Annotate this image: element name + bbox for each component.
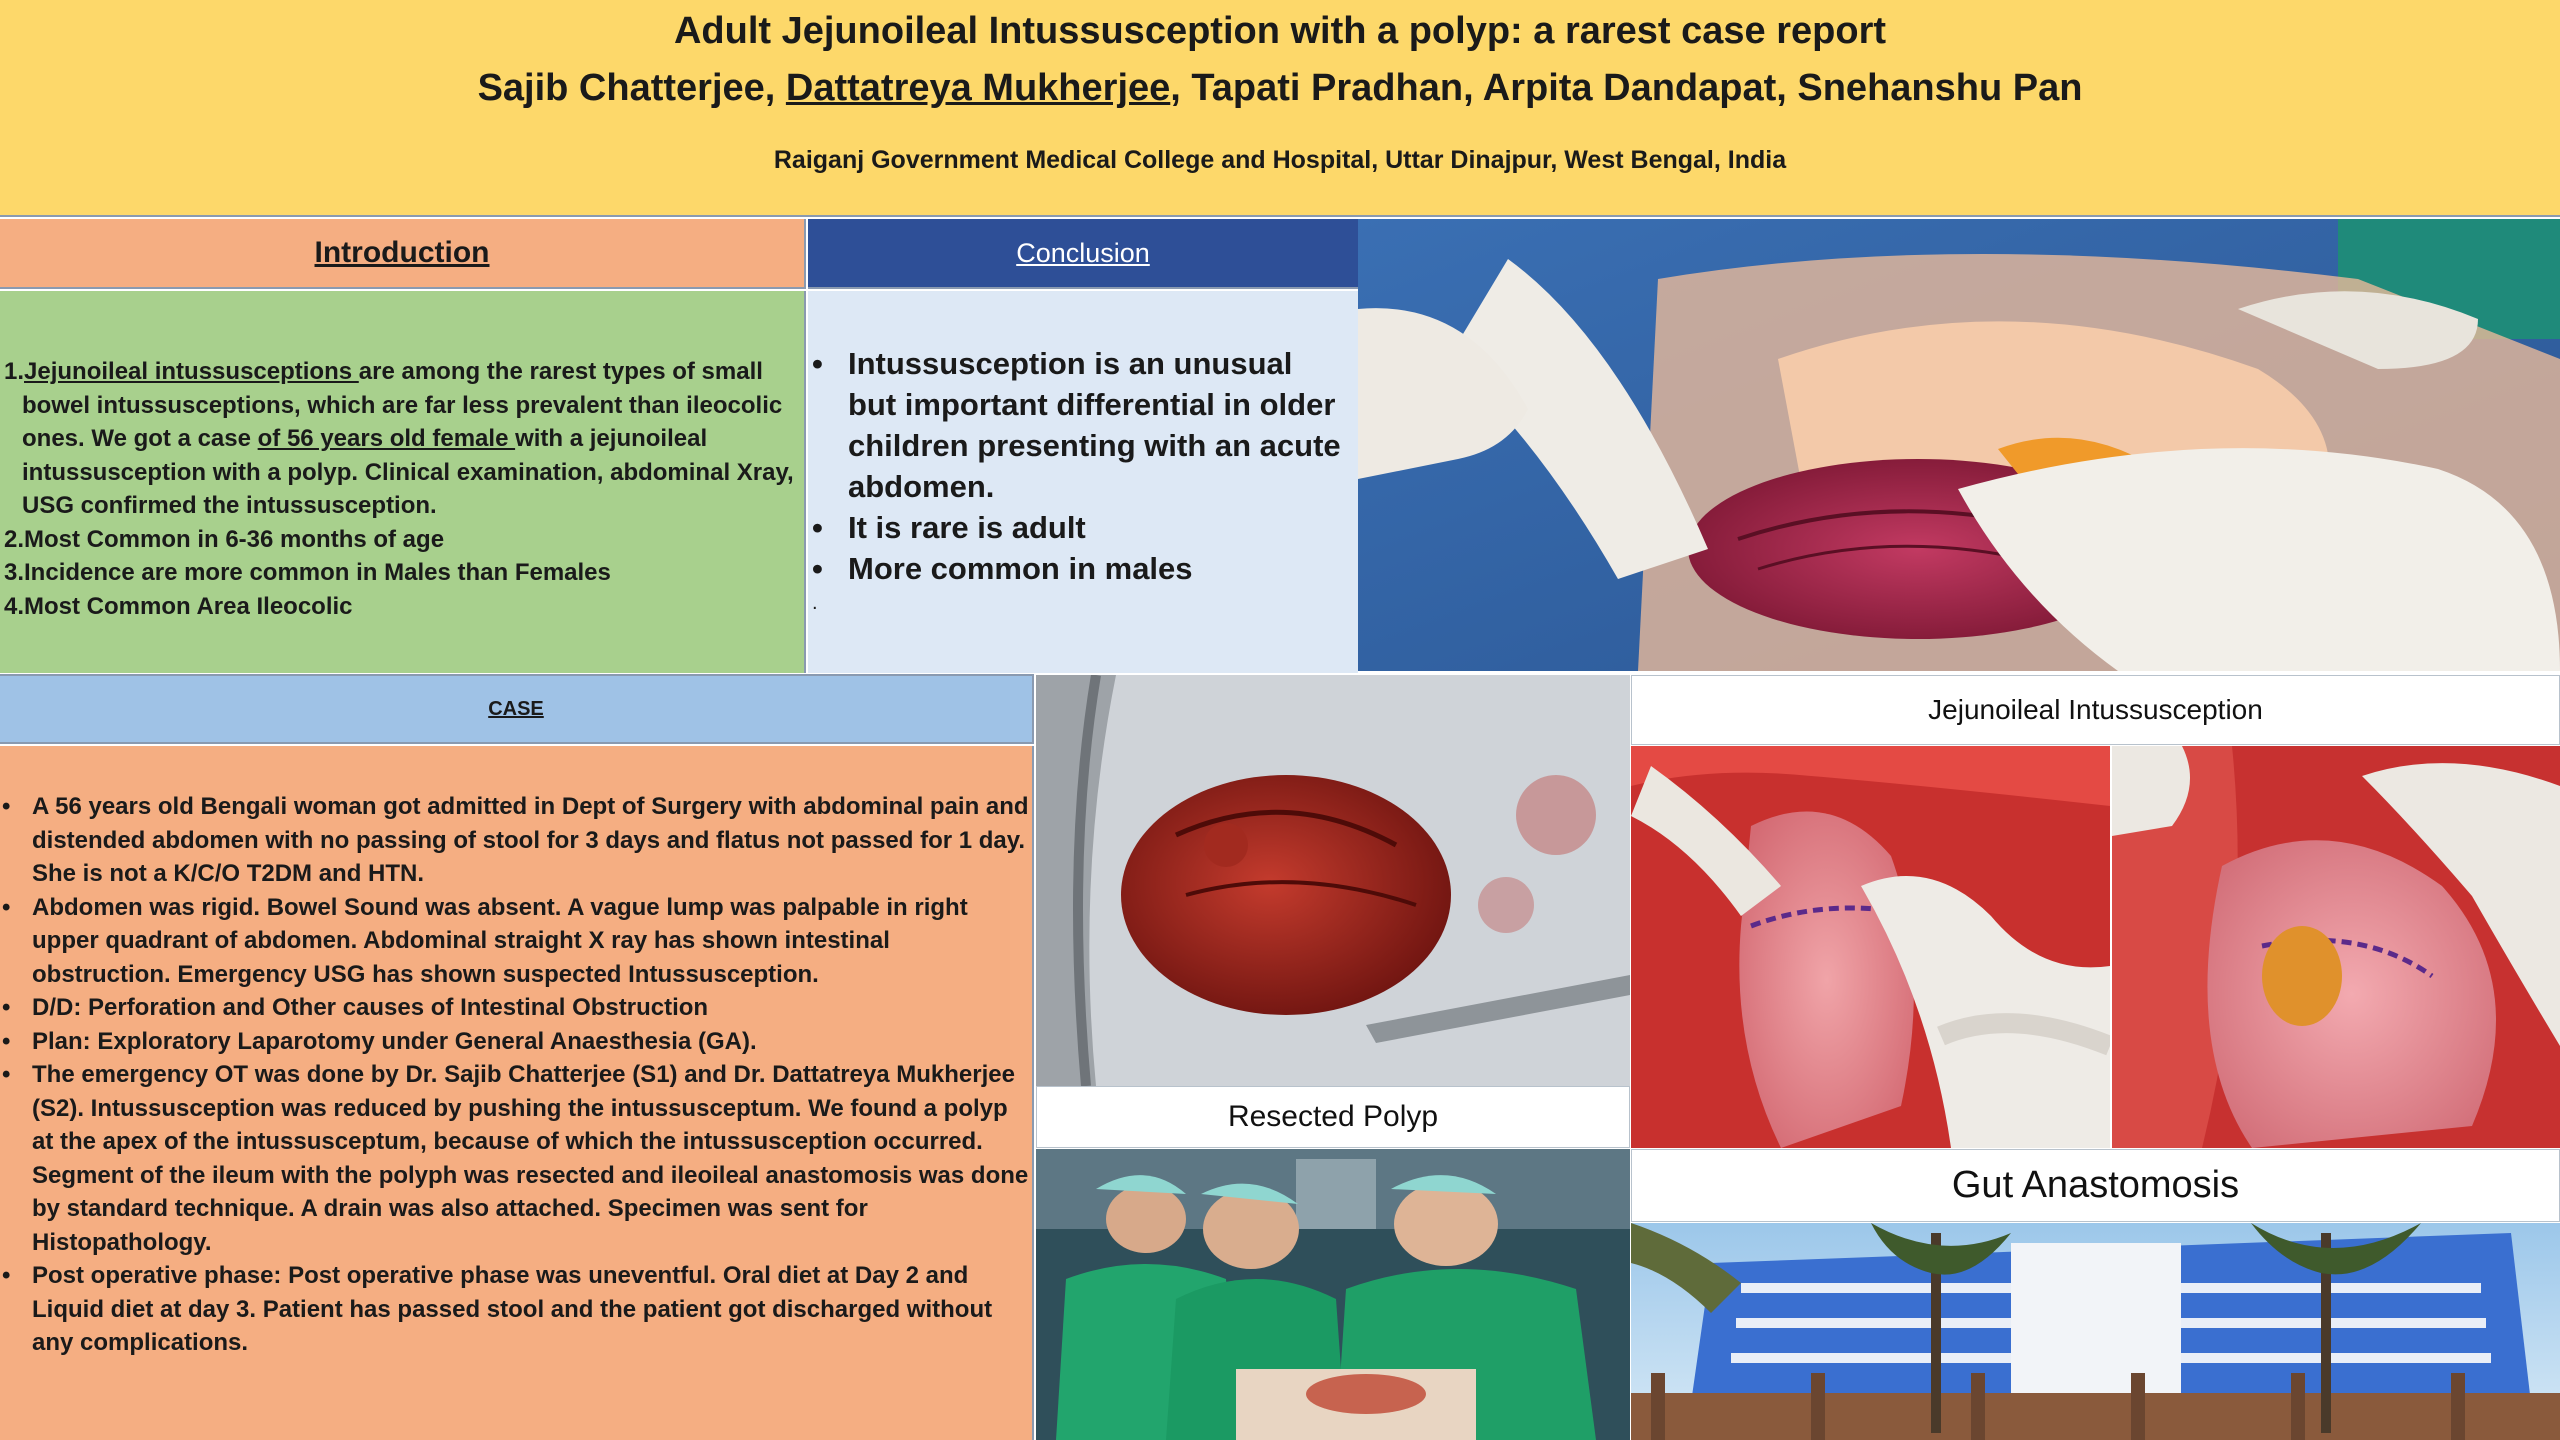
- conclusion-heading-bar: [808, 219, 1358, 289]
- case-list: [0, 790, 1032, 1360]
- introduction-heading: Introduction: [314, 236, 490, 269]
- intro-item-1-num: 1.: [4, 358, 25, 385]
- conclusion-item: • It is rare is adult: [812, 507, 1348, 548]
- intro-item-1-text-a: are among the rarest types of small bowel intussusceptions, which are far less prevalent than ileocolic ones. We got a case: [22, 358, 783, 452]
- conclusion-heading: Conclusion: [1016, 237, 1150, 268]
- case-heading-bar: [0, 674, 1034, 744]
- intro-item-1-underlined-term: Jejunoileal intussusceptions: [24, 358, 359, 385]
- authors-rest: , Tapati Pradhan, Arpita Dandapat, Snehanshu Pan: [1170, 67, 2083, 109]
- poster-header: [0, 0, 2560, 217]
- poster-title: Adult Jejunoileal Intussusception with a polyp: a rarest case report: [673, 10, 1887, 52]
- introduction-heading-bar: [0, 219, 806, 289]
- author-1: Sajib Chatterjee,: [477, 67, 786, 109]
- intro-item-2: 2.Most Common in 6-36 months of age: [4, 525, 445, 553]
- college-building-photo: [1631, 1223, 2560, 1440]
- gut-anastomosis-caption: [1631, 1149, 2560, 1222]
- surgical-team-photo: [1036, 1149, 1630, 1440]
- resected-polyp-caption: [1036, 1086, 1630, 1148]
- intro-item-3: 3.Incidence are more common in Males than Females: [4, 559, 611, 586]
- author-list: [0, 63, 2560, 113]
- anastomosis-photo-left: [1631, 746, 2110, 1148]
- resected-polyp-photo: [1036, 675, 1630, 1086]
- affiliation: Raiganj Government Medical College and Hospital, Uttar Dinajpur, West Bengal, India: [773, 146, 1787, 174]
- case-item: • Post operative phase: Post operative phase was uneventful. Oral diet at Day 2 and Liquid diet at day 3. Patient has passed stool and the patient got discharged without any complications.: [0, 1259, 1032, 1360]
- anastomosis-photo-right: [2112, 746, 2560, 1148]
- case-item: • A 56 years old Bengali woman got admitted in Dept of Surgery with abdominal pain and distended abdomen with no passing of stool for 3 days and flatus not passed for 1 day. She is not a K/C/O T2DM and HTN.: [0, 790, 1032, 891]
- resected-polyp-caption-text: Resected Polyp: [1227, 1100, 1439, 1133]
- intro-item-1-text-b: with a jejunoileal intussusception with a polyp. Clinical examination, abdominal Xray, USG confirmed the intussusception.: [22, 425, 794, 519]
- case-heading: CASE: [488, 697, 544, 720]
- case-panel: [0, 746, 1034, 1440]
- author-presenting: Dattatreya Mukherjee: [785, 67, 1171, 109]
- conclusion-item: • Intussusception is an unusual but important differential in older children presenting with an acute abdomen.: [812, 343, 1348, 507]
- conclusion-list: [812, 343, 1348, 589]
- case-item: • The emergency OT was done by Dr. Sajib Chatterjee (S1) and Dr. Dattatreya Mukherjee (S2). Intussusception was reduced by pushing the intussusceptum. We found a polyp at the apex of the intussusceptum, because of which the intussusception occurred. Segment of the ileum with the polyph was resected and ileoileal anastomosis was done by standard technique. A drain was also attached. Specimen was sent for Histopathology.: [0, 1058, 1032, 1259]
- introduction-list: [4, 355, 804, 623]
- intro-item-1-underlined-patient: of 56 years old female: [257, 425, 516, 452]
- surgical-field-photo: [1358, 219, 2560, 671]
- case-item: • Plan: Exploratory Laparotomy under General Anaesthesia (GA).: [0, 1025, 1032, 1059]
- case-item: • Abdomen was rigid. Bowel Sound was absent. A vague lump was palpable in right upper quadrant of abdomen. Abdominal straight X ray has shown intestinal obstruction. Emergency USG has shown suspected Intussusception.: [0, 891, 1032, 992]
- jejunoileal-caption: [1631, 675, 2560, 745]
- conclusion-panel: [808, 291, 1358, 673]
- intro-item-4: 4.Most Common Area Ileocolic: [4, 592, 353, 620]
- conclusion-item: • More common in males: [812, 548, 1348, 589]
- jejunoileal-caption-text: Jejunoileal Intussusception: [1928, 694, 2263, 725]
- conclusion-trailing-dot: .: [812, 592, 818, 614]
- case-item: • D/D: Perforation and Other causes of Intestinal Obstruction: [0, 991, 1032, 1025]
- gut-anastomosis-caption-text: Gut Anastomosis: [1951, 1164, 2240, 1206]
- intro-item-1: [4, 355, 804, 523]
- introduction-panel: [0, 291, 806, 673]
